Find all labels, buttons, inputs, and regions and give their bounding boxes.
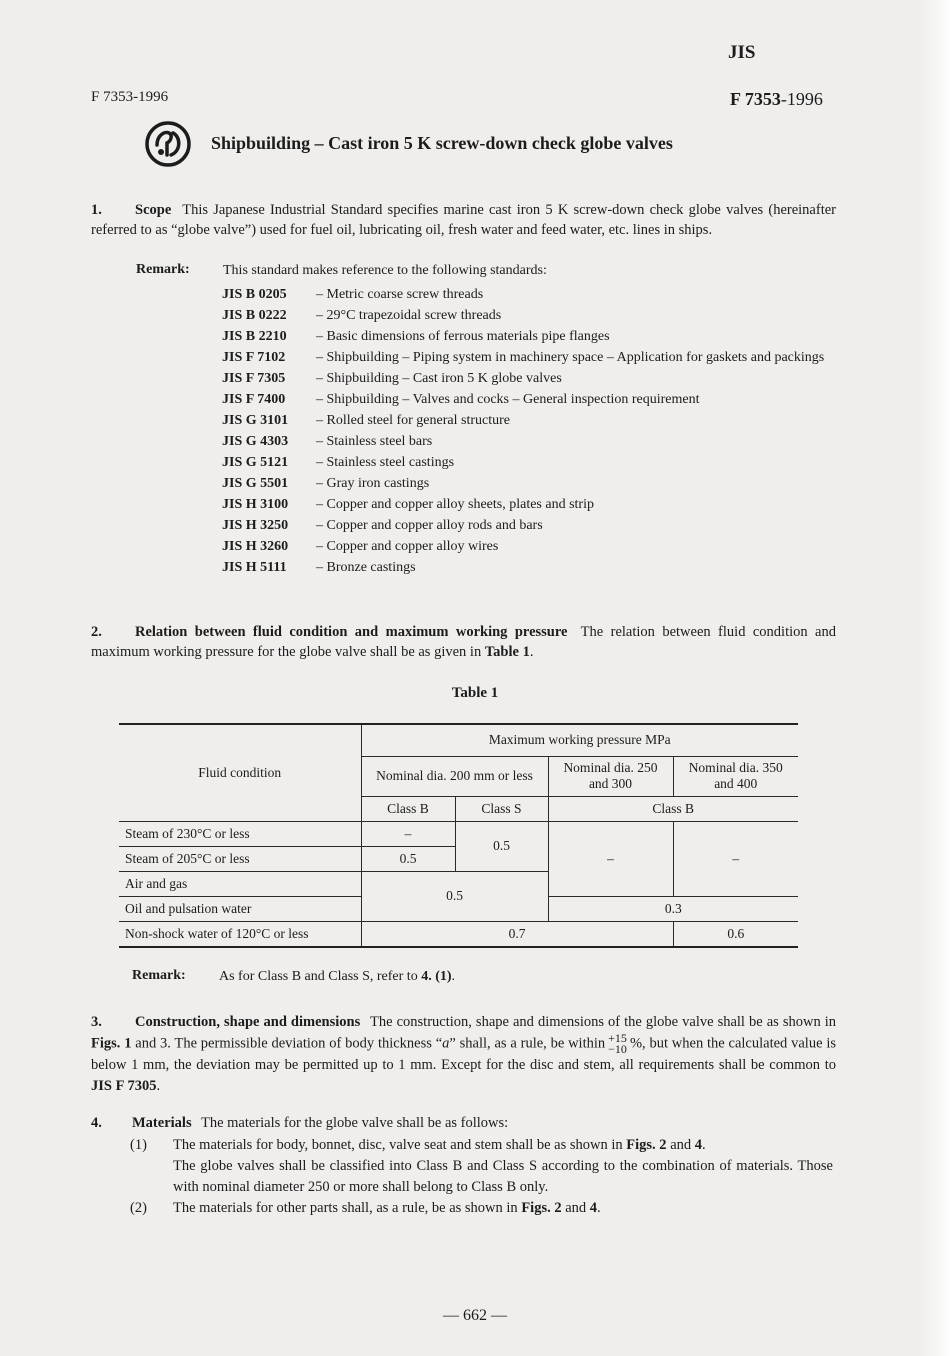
row-label: Non-shock water of 120°C or less bbox=[119, 921, 361, 947]
section-number: 3. bbox=[91, 1014, 102, 1030]
reference-item bbox=[222, 452, 836, 473]
reference-item bbox=[222, 515, 836, 536]
reference-item bbox=[222, 431, 836, 452]
reference-desc: – Bronze castings bbox=[316, 557, 836, 578]
section-text: The construction, shape and dimensions of the globe valve shall be as shown in bbox=[370, 1014, 837, 1030]
section-2-pressure bbox=[91, 623, 836, 662]
and-text: and bbox=[135, 1035, 157, 1052]
reference-desc: – 29°C trapezoidal screw threads bbox=[316, 305, 836, 326]
item-text: The materials for body, bonnet, disc, valve seat and stem shall be as shown in bbox=[173, 1137, 623, 1153]
jis-reference: JIS F 7305 bbox=[91, 1078, 157, 1094]
section-heading: Construction, shape and dimensions bbox=[135, 1014, 361, 1030]
reference-item bbox=[222, 410, 836, 431]
item-text: The materials for other parts shall, as a rule, be as shown in bbox=[173, 1200, 518, 1216]
item-text-end: . bbox=[597, 1200, 601, 1216]
reference-desc: – Copper and copper alloy rods and bars bbox=[316, 515, 836, 536]
standard-code-left: F 7353-1996 bbox=[91, 89, 169, 105]
section-text-end: . bbox=[529, 643, 534, 660]
section-text: This Japanese Industrial Standard specifies marine cast iron 5 K screw-down check globe valves (hereinafter referred to as “globe valve”) used for fuel oil, lubricating oil, fresh water and feed water, etc. lines in ships. bbox=[91, 202, 836, 238]
reference-desc: – Basic dimensions of ferrous materials pipe flanges bbox=[316, 326, 836, 347]
jis-logo-icon bbox=[143, 119, 193, 169]
jis-mark: JIS bbox=[728, 42, 756, 63]
table-caption: Table 1 bbox=[451, 685, 499, 701]
reference-code: JIS B 0222 bbox=[222, 308, 287, 323]
reference-code: JIS F 7102 bbox=[222, 350, 286, 365]
value-cell: – bbox=[548, 821, 673, 896]
item-number: (1) bbox=[130, 1137, 147, 1153]
reference-item bbox=[222, 284, 836, 305]
and-text: and bbox=[565, 1200, 587, 1216]
reference-desc: – Metric coarse screw threads bbox=[316, 284, 836, 305]
and-text: and bbox=[670, 1137, 692, 1153]
value-cell: 0.5 bbox=[361, 871, 548, 921]
reference-desc: – Copper and copper alloy wires bbox=[316, 536, 836, 557]
section-number: 2. bbox=[91, 624, 102, 640]
standard-code-right bbox=[730, 89, 823, 110]
row-label: Oil and pulsation water bbox=[119, 896, 361, 921]
figure-reference: Figs. 1 bbox=[91, 1035, 132, 1052]
figure-reference: 3 bbox=[160, 1035, 168, 1052]
remark-label: Remark: bbox=[136, 262, 190, 277]
section-4-number bbox=[91, 1113, 102, 1134]
section-3-construction bbox=[91, 1012, 836, 1097]
value-cell: 0.6 bbox=[673, 921, 798, 947]
table-remark bbox=[219, 969, 455, 985]
value-cell: – bbox=[361, 821, 455, 846]
standard-code-year: -1996 bbox=[780, 89, 823, 109]
section-text: The materials for the globe valve shall be as follows: bbox=[200, 1115, 509, 1131]
section-4-heading-line bbox=[132, 1113, 508, 1134]
reference-item bbox=[222, 389, 836, 410]
section-text: %, but when the calculated value is below 1 mm, the deviation may be permitted up to 1 mm. Except for the disc and stem, all requirements shall be common to bbox=[91, 1035, 836, 1073]
figure-reference: 4 bbox=[589, 1200, 598, 1216]
reference-desc: – Gray iron castings bbox=[316, 473, 836, 494]
table-remark-end: . bbox=[451, 969, 456, 984]
page-title: Shipbuilding – Cast iron 5 K screw-down check globe valves bbox=[211, 133, 673, 153]
row-label: Steam of 205°C or less bbox=[119, 846, 361, 871]
value-cell: 0.3 bbox=[548, 896, 798, 921]
max-pressure-header: Maximum working pressure MPa bbox=[361, 724, 798, 756]
fluid-condition-header: Fluid condition bbox=[119, 724, 361, 821]
section-text: ” shall, as a rule, be within bbox=[449, 1035, 606, 1052]
value-cell: 0.5 bbox=[455, 821, 548, 871]
table-remark-text: As for Class B and Class S, refer to bbox=[219, 969, 418, 984]
item-2-text bbox=[173, 1198, 833, 1219]
reference-desc: – Rolled steel for general structure bbox=[316, 410, 836, 431]
reference-desc: – Stainless steel castings bbox=[316, 452, 836, 473]
page-edge bbox=[920, 0, 950, 1356]
reference-item bbox=[222, 473, 836, 494]
class-b-large-header: Class B bbox=[548, 796, 798, 821]
symbol-a: a bbox=[442, 1035, 450, 1052]
value-cell: 0.7 bbox=[361, 921, 673, 947]
class-b-header: Class B bbox=[361, 796, 455, 821]
reference-desc: – Shipbuilding – Valves and cocks – General inspection requirement bbox=[316, 389, 836, 410]
reference-code: JIS H 3100 bbox=[222, 497, 289, 512]
reference-desc: – Shipbuilding – Piping system in machinery space – Application for gaskets and packings bbox=[316, 347, 836, 368]
section-1-scope bbox=[91, 201, 836, 240]
reference-code: JIS G 4303 bbox=[222, 434, 289, 449]
item-number: (2) bbox=[130, 1200, 147, 1216]
tolerance-minus: −10 bbox=[608, 1042, 627, 1056]
reference-code: JIS H 3250 bbox=[222, 518, 289, 533]
table-remark-label: Remark: bbox=[132, 968, 186, 983]
reference-item bbox=[222, 326, 836, 347]
value-cell: 0.5 bbox=[361, 846, 455, 871]
reference-code: JIS H 3260 bbox=[222, 539, 289, 554]
reference-item bbox=[222, 494, 836, 515]
pressure-table bbox=[119, 723, 798, 948]
reference-item bbox=[222, 305, 836, 326]
reference-code: JIS F 7305 bbox=[222, 371, 286, 386]
reference-list bbox=[222, 284, 836, 578]
section-heading: Scope bbox=[135, 202, 172, 218]
reference-code: JIS G 5501 bbox=[222, 476, 289, 491]
table-reference: Table 1 bbox=[484, 643, 530, 660]
tolerance-plus: +15 bbox=[608, 1031, 627, 1045]
reference-code: JIS F 7400 bbox=[222, 392, 286, 407]
reference-item bbox=[222, 536, 836, 557]
dia-350-header: Nominal dia. 350 and 400 bbox=[673, 756, 798, 796]
section-number: 1. bbox=[91, 202, 102, 218]
table-remark-ref: 4. (1) bbox=[421, 969, 452, 984]
standard-code-bold: F 7353 bbox=[730, 89, 781, 109]
page-number: — 662 — bbox=[443, 1307, 507, 1324]
item-text-end: . bbox=[702, 1137, 706, 1153]
reference-code: JIS G 3101 bbox=[222, 413, 289, 428]
reference-code: JIS H 5111 bbox=[222, 560, 287, 575]
figure-reference: 4 bbox=[694, 1137, 702, 1153]
remark-intro: This standard makes reference to the following standards: bbox=[223, 263, 547, 278]
row-label: Steam of 230°C or less bbox=[119, 821, 361, 846]
reference-code: JIS B 0205 bbox=[222, 287, 287, 302]
dia-250-header: Nominal dia. 250 and 300 bbox=[548, 756, 673, 796]
reference-code: JIS B 2210 bbox=[222, 329, 287, 344]
figure-reference: Figs. 2 bbox=[521, 1200, 562, 1216]
dia-200-header: Nominal dia. 200 mm or less bbox=[361, 756, 548, 796]
item-1-extra: The globe valves shall be classified into Class B and Class S according to the combination of materials. Those with nominal diameter 250 or more shall belong to Class B only. bbox=[173, 1158, 833, 1195]
tolerance bbox=[608, 1033, 627, 1055]
reference-item bbox=[222, 368, 836, 389]
reference-code: JIS G 5121 bbox=[222, 455, 289, 470]
row-label: Air and gas bbox=[119, 871, 361, 896]
reference-desc: – Shipbuilding – Cast iron 5 K globe valves bbox=[316, 368, 836, 389]
reference-desc: – Stainless steel bars bbox=[316, 431, 836, 452]
class-s-header: Class S bbox=[455, 796, 548, 821]
value-cell: – bbox=[673, 821, 798, 896]
section-heading: Relation between fluid condition and maximum working pressure bbox=[135, 624, 568, 640]
section-text-end: . bbox=[156, 1078, 161, 1094]
reference-item bbox=[222, 557, 836, 578]
section-text: . The permissible deviation of body thickness “ bbox=[167, 1035, 443, 1052]
item-1-text bbox=[173, 1135, 833, 1198]
reference-item bbox=[222, 347, 836, 368]
section-text: The relation between fluid condition and maximum working pressure for the globe valve shall be as given in bbox=[91, 624, 836, 660]
section-number: 4. bbox=[91, 1115, 102, 1131]
reference-desc: – Copper and copper alloy sheets, plates and strip bbox=[316, 494, 836, 515]
figure-reference: Figs. 2 bbox=[626, 1137, 667, 1153]
section-heading: Materials bbox=[132, 1115, 192, 1131]
